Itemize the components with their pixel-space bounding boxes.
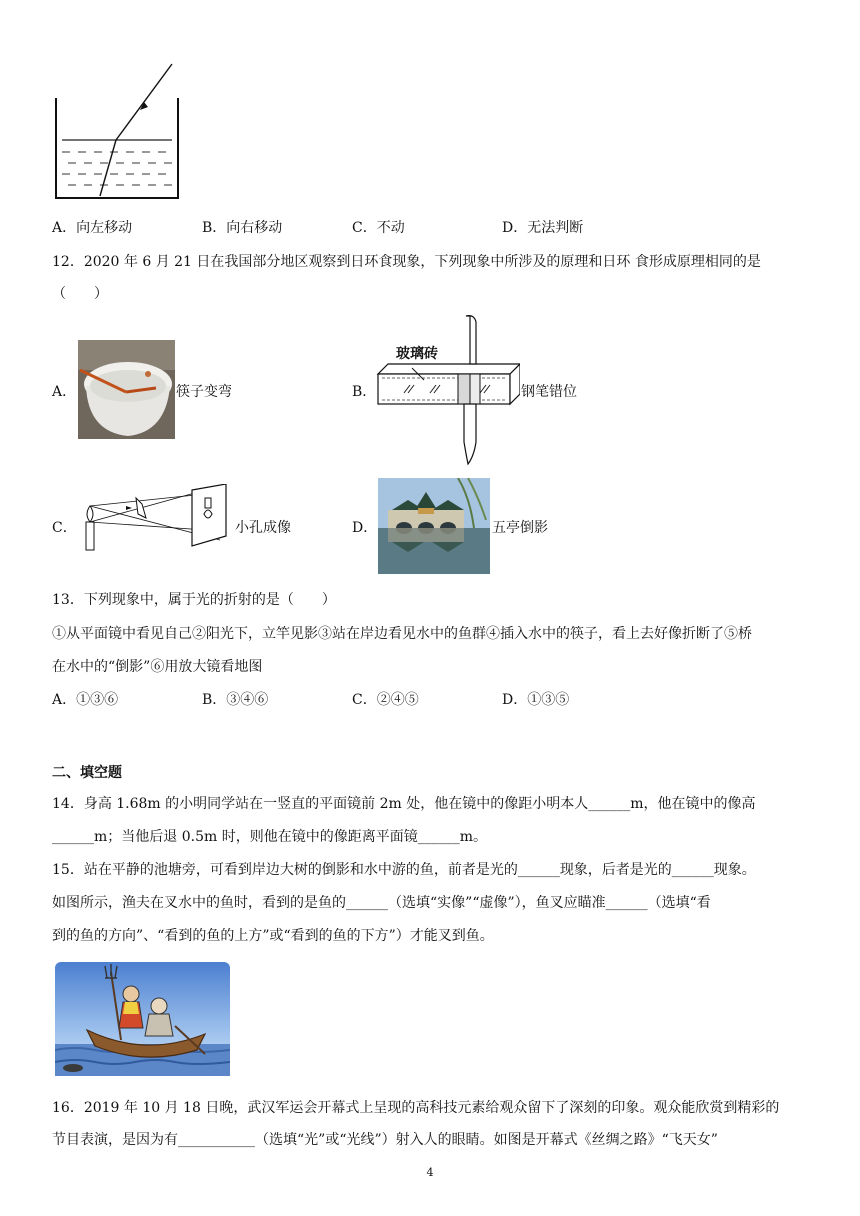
q12-option-b-caption: 钢笔错位 [521, 384, 577, 400]
q13-option-b: B．③④⑥ [202, 692, 269, 708]
refraction-container-figure [54, 60, 184, 202]
glass-brick-pen-figure [374, 314, 520, 466]
q12-option-a-caption: 筷子变弯 [176, 384, 232, 400]
q13-body-line2: 在水中的“倒影”⑥用放大镜看地图 [52, 659, 263, 675]
q14-line1: 14．身高 1.68m 的小明同学站在一竖直的平面镜前 2m 处，他在镜中的像距小明本人______m，他在镜中的像高 [52, 796, 756, 812]
page-number: 4 [426, 1166, 434, 1179]
q15-line1: 15．站在平静的池塘旁，可看到岸边大树的倒影和水中游的鱼，前者是光的______现象，后者是光的______现象。 [52, 862, 756, 878]
q12-stem-paren: （ ） [52, 286, 108, 302]
chopsticks-bowl-photo [78, 340, 175, 439]
fisherman-boat-illustration [55, 962, 230, 1076]
q14-line2: ______m；当他后退 0.5m 时，则他在镜中的像距离平面镜______m。 [52, 829, 487, 845]
q15-line3: 到的鱼的方向”、“看到的鱼的上方”或“看到的鱼的下方”）才能叉到鱼。 [52, 928, 494, 944]
q13-option-d: D．①③⑤ [502, 692, 570, 708]
q12-option-b-letter: B． [352, 384, 377, 400]
q12-option-d-letter: D． [352, 520, 378, 536]
q15-line2: 如图所示，渔夫在叉水中的鱼时，看到的是鱼的______（选填“实像”“虚像”），鱼叉应瞄准______（选填“看 [52, 895, 711, 911]
q16-line2: 节目表演，是因为有___________（选填“光”或“光线”）射入人的眼睛。如图是开幕式《丝绸之路》“飞天女” [52, 1132, 718, 1148]
five-pavilion-reflection-photo [378, 478, 490, 574]
q12-stem: 12．2020 年 6 月 21 日在我国部分地区观察到日环食现象，下列现象中所涉及的原理和日环 食形成原理相同的是 [52, 254, 761, 270]
q11-option-b: B．向右移动 [202, 220, 283, 236]
q13-stem: 13．下列现象中，属于光的折射的是（ ） [52, 592, 336, 608]
q11-option-c: C．不动 [352, 220, 405, 236]
section-heading-fill-in: 二、填空题 [52, 765, 122, 781]
q12-option-a-letter: A． [52, 384, 77, 400]
q13-body-line1: ①从平面镜中看见自己②阳光下，立竿见影③站在岸边看见水中的鱼群④插入水中的筷子，看上去好像折断了⑤桥 [52, 626, 752, 642]
q12-option-c-caption: 小孔成像 [235, 520, 291, 536]
q16-line1: 16．2019 年 10 月 18 日晚，武汉军运会开幕式上呈现的高科技元素给观众留下了深刻的印象。观众能欣赏到精彩的 [52, 1100, 780, 1116]
q12-option-c-letter: C． [52, 520, 77, 536]
q12-option-d-caption: 五亭倒影 [492, 520, 548, 536]
q13-option-a: A．①③⑥ [52, 692, 119, 708]
q13-option-c: C．②④⑤ [352, 692, 419, 708]
q11-option-d: D．无法判断 [502, 220, 584, 236]
glass-brick-label: 玻璃砖 [396, 346, 438, 362]
q11-option-a: A．向左移动 [52, 220, 133, 236]
pinhole-camera-figure [80, 484, 234, 552]
